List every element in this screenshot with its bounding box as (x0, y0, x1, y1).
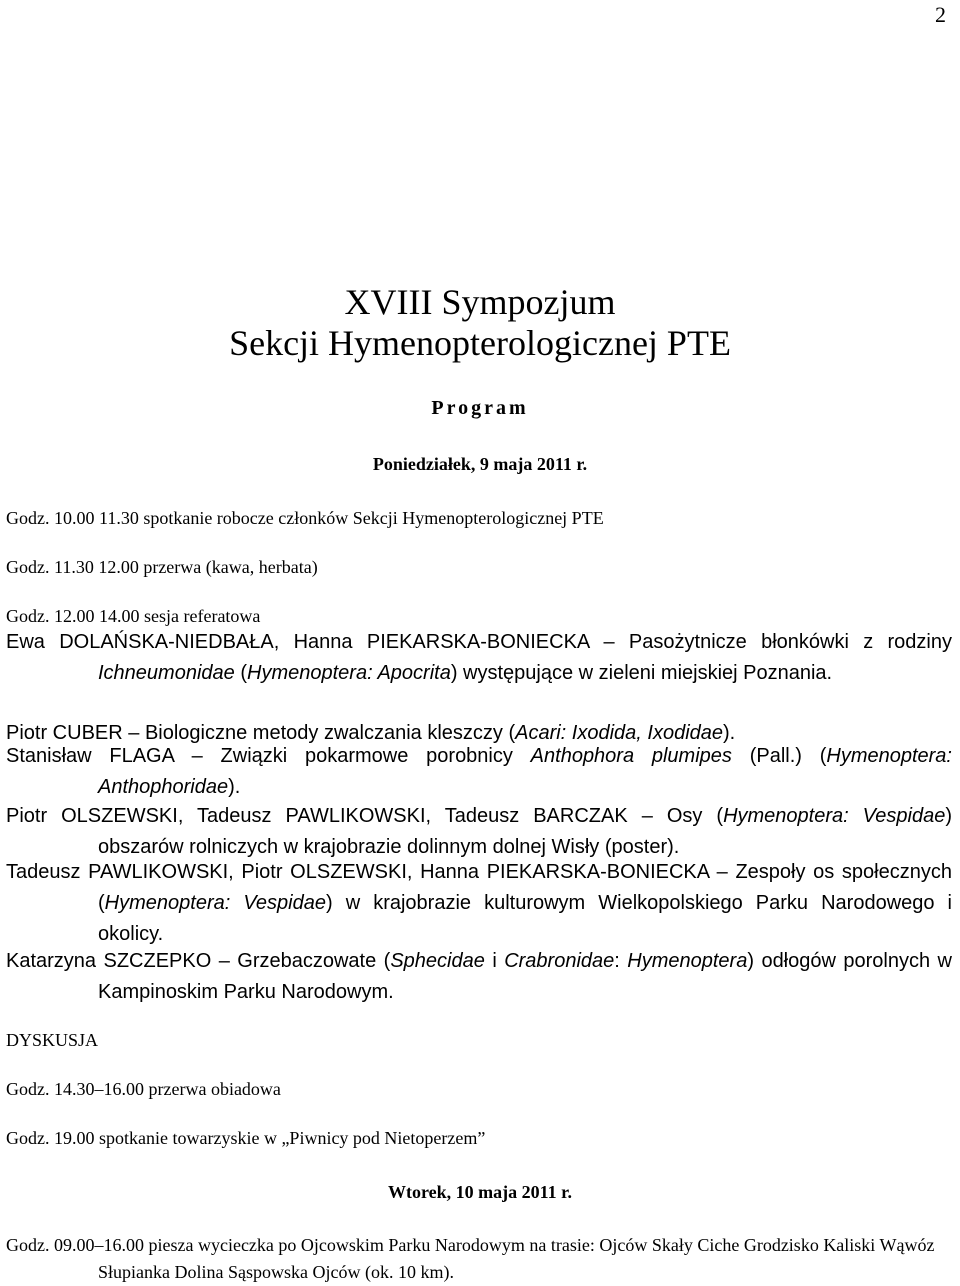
taxon: Crabronidae (504, 950, 615, 972)
talk-entry: Katarzyna SZCZEPKO – Grzebaczowate (Sphecidae i Crabronidae: Hymenoptera) odłogów porolnych w Kampinoskim Parku Narodowym. (6, 950, 952, 1003)
talk-title: ( (240, 662, 248, 684)
session-papers: Godz. 12.00 14.00 sesja referatowa (6, 606, 261, 626)
talk-entry: Ewa DOLAŃSKA-NIEDBAŁA, Hanna PIEKARSKA-BONIECKA – Pasożytnicze błonkówki z rodziny Ichneumonidae (Hymenoptera: Apocrita) występujące w zieleni miejskiej Poznania. (6, 631, 952, 684)
taxon: Hymenoptera: Vespidae (723, 805, 946, 827)
talk-title: ) w krajobrazie kulturowym Wielkopolskiego Parku Narodowego i okolicy. (98, 892, 952, 945)
section-title: Sekcji Hymenopterologicznej PTE (229, 323, 731, 363)
talk-title: ) obszarów rolniczych w krajobrazie dolinnym dolnej Wisły (poster). (98, 805, 953, 858)
talk-entry: Piotr OLSZEWSKI, Tadeusz PAWLIKOWSKI, Tadeusz BARCZAK – Osy (Hymenoptera: Vespidae) obszarów rolniczych w krajobrazie dolinnym dolnej Wisły (poster). (6, 805, 953, 858)
session-evening: Godz. 19.00 spotkanie towarzyskie w „Piwnicy pod Nietoperzem” (6, 1128, 486, 1148)
taxon: Ichneumonidae (98, 662, 235, 684)
talk-title: (Pall.) ( (749, 745, 827, 767)
taxon: Hymenoptera (627, 950, 748, 972)
talk-entry: Piotr CUBER – Biologiczne metody zwalczania kleszczy (Acari: Ixodida, Ixodidae). (6, 722, 736, 744)
talk-title: ) odłogów porolnych w Kampinoskim Parku Narodowym. (98, 950, 952, 1003)
taxon: Hymenoptera: Anthophoridae (98, 745, 952, 798)
talk-title: ). (723, 722, 736, 744)
talk-title: ). (228, 776, 241, 798)
symposium-title: XVIII Sympozjum (344, 282, 616, 322)
talk-entry: Stanisław FLAGA – Związki pokarmowe porobnicy Anthophora plumipes (Pall.) (Hymenoptera: Anthophoridae). (6, 745, 952, 798)
day1-heading: Poniedziałek, 9 maja 2011 r. (372, 454, 588, 474)
talk-title: Grzebaczowate ( (237, 950, 391, 972)
talk-title: Związki pokarmowe porobnicy (220, 745, 513, 767)
day2-heading: Wtorek, 10 maja 2011 r. (388, 1182, 572, 1202)
page-number: 2 (935, 2, 946, 27)
taxon: Anthophora plumipes (530, 745, 732, 767)
talk-authors: Piotr CUBER (6, 722, 123, 744)
talk-authors: Piotr OLSZEWSKI, Tadeusz PAWLIKOWSKI, Tadeusz BARCZAK (6, 805, 628, 827)
program-heading: Program (431, 397, 529, 419)
session-lunch: Godz. 14.30–16.00 przerwa obiadowa (6, 1079, 281, 1099)
taxon: Hymenoptera: Vespidae (104, 892, 326, 914)
excursion-entry: Godz. 09.00–16.00 piesza wycieczka po Ojcowskim Parku Narodowym na trasie: Ojców Skały Ciche Grodzisko Kaliski Wąwóz Słupianka Dolina Sąspowska Ojców (ok. 10 km). (6, 1235, 935, 1282)
session-working-meeting: Godz. 10.00 11.30 spotkanie robocze członków Sekcji Hymenopterologicznej PTE (6, 508, 604, 528)
taxon: Sphecidae (390, 950, 485, 972)
taxon: Hymenoptera: Apocrita (247, 662, 451, 684)
session-coffee-break: Godz. 11.30 12.00 przerwa (kawa, herbata) (6, 557, 318, 577)
talk-title: Osy ( (666, 805, 724, 827)
discussion-label: DYSKUSJA (6, 1030, 99, 1050)
talk-title: : (614, 950, 620, 972)
talk-title: i (492, 950, 497, 972)
talk-authors: Tadeusz PAWLIKOWSKI, Piotr OLSZEWSKI, Hanna PIEKARSKA-BONIECKA (6, 861, 709, 883)
talk-title: Biologiczne metody zwalczania kleszczy ( (144, 722, 516, 744)
talk-title: ) występujące w zieleni miejskiej Poznania. (450, 662, 833, 684)
talk-entry: Tadeusz PAWLIKOWSKI, Piotr OLSZEWSKI, Hanna PIEKARSKA-BONIECKA – Zespoły os społecznych (Hymenoptera: Vespidae) w krajobrazie kulturowym Wielkopolskiego Parku Narodowego i okolicy. (6, 861, 952, 945)
talk-title: Zespoły os społecznych ( (98, 861, 952, 914)
talk-authors: Ewa DOLAŃSKA-NIEDBAŁA, Hanna PIEKARSKA-BONIECKA (6, 631, 590, 653)
taxon: Acari: Ixodida, Ixodidae (515, 722, 724, 744)
talk-authors: Stanisław FLAGA (6, 745, 174, 767)
talk-title: Pasożytnicze błonkówki z rodziny (628, 631, 952, 653)
talk-authors: Katarzyna SZCZEPKO (6, 950, 212, 972)
